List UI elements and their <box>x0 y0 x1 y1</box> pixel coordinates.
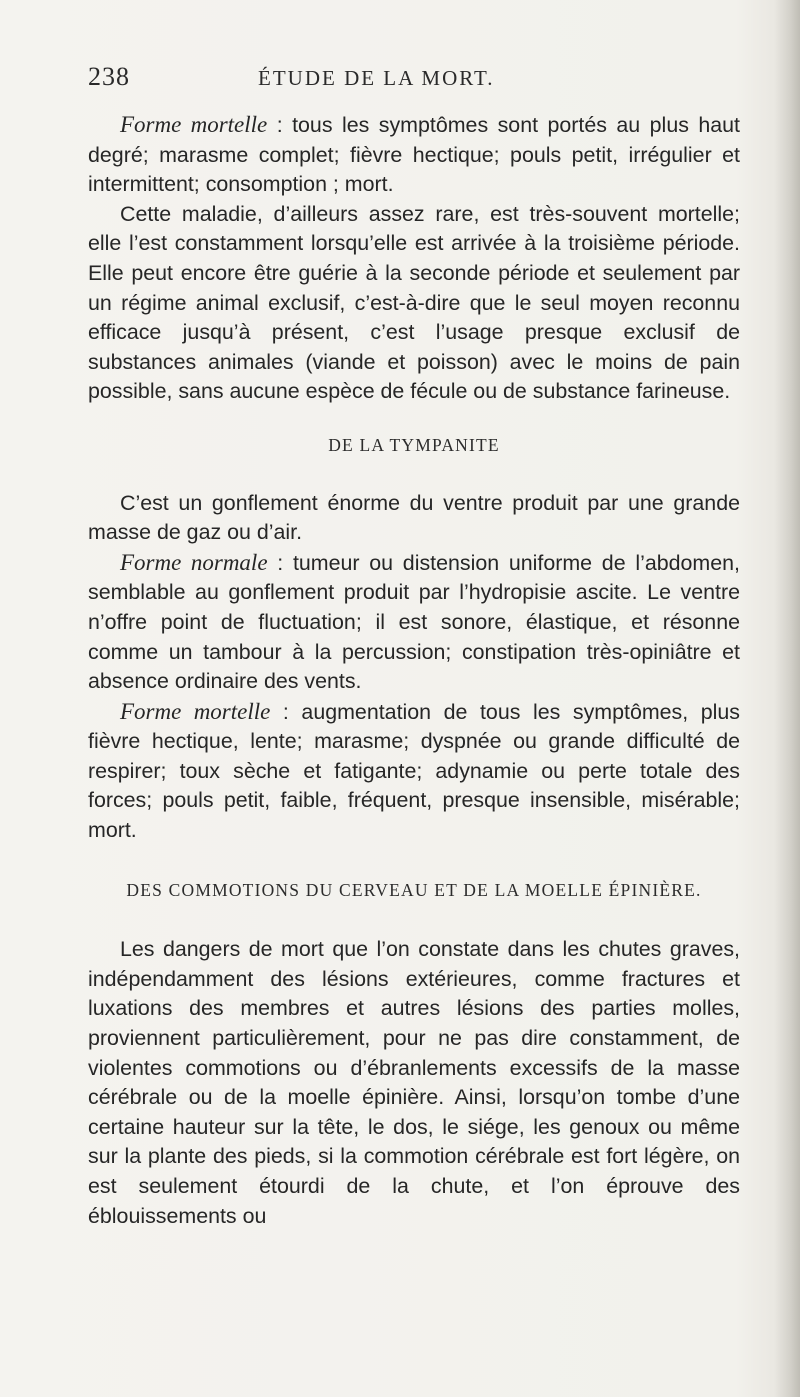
paragraph-text: : tous les symptômes sont portés au plus haut degré; marasme complet; fièvre hectique; pouls petit, irrégulier et intermittent; consomption ; mort. <box>88 113 740 197</box>
paragraph-forme-normale <box>88 548 740 697</box>
paragraph-text: : augmentation de tous les symptômes, plus fièvre hectique, lente; marasme; dyspnée ou grande difficulté de respirer; toux sèche et fatigante; adynamie ou perte totale des forces; pouls petit, faible, fréquent, presque insensible, misérable; mort. <box>88 699 740 843</box>
paragraph-text: Cette maladie, d’ailleurs assez rare, est très-souvent mortelle; elle l’est constamment lorsqu’elle est arrivée à la troisième période. Elle peut encore être guérie à la seconde période et seulement par un régime animal exclusif, c’est-à-dire que le seul moyen reconnu efficace jusqu’à présent, c’est l’usage presque exclusif de substances animales (viande et poisson) avec le moins de pain possible, sans aucune espèce de fécule ou de substance farineuse. <box>88 201 740 404</box>
section-title-tympanite: DE LA TYMPANITE <box>328 434 500 455</box>
paragraph-forme-mortelle-1 <box>88 110 740 200</box>
italic-label: Forme mortelle <box>120 112 268 137</box>
paragraph-tympanite-intro <box>88 489 740 548</box>
running-head: ÉTUDE DE LA MORT. <box>258 66 495 90</box>
paragraph-cette-maladie <box>88 200 740 407</box>
paragraph-text: Les dangers de mort que l’on constate dans les chutes graves, indépendamment des lésions extérieures, comme fractures et luxations des membres et autres lésions des parties molles, proviennent particulièrement, pour ne pas dire constamment, de violentes commotions ou d’ébranlements excessifs de la masse cérébrale ou de la moelle épinière. Ainsi, lorsqu’on tombe d’une certaine hauteur sur la tête, le dos, le siége, les genoux ou même sur la plante des pieds, si la commotion cérébrale est fort légère, on est seulement étourdi de la chute, et l’on éprouve des éblouissements ou <box>88 937 740 1228</box>
page-header <box>0 62 800 102</box>
section-title-commotions: DES COMMOTIONS DU CERVEAU ET DE LA MOELLE ÉPINIÈRE. <box>126 879 702 900</box>
page-edge-shadow <box>774 0 800 1397</box>
italic-label: Forme mortelle <box>120 698 271 724</box>
paragraph-forme-mortelle-2 <box>88 697 740 846</box>
page-number: 238 <box>88 62 130 91</box>
paragraph-text: : tumeur ou distension uniforme de l’abdomen, semblable au gonflement produit par l’hydropisie ascite. Le ventre n’offre point de fluctuation; il est sonore, élastique, et résonne comme un tambour à la percussion; constipation très-opiniâtre et absence ordinaire des vents. <box>88 550 740 694</box>
italic-label: Forme normale <box>120 549 268 575</box>
page-body <box>88 110 740 1231</box>
paragraph-text: C’est un gonflement énorme du ventre produit par une grande masse de gaz ou d’air. <box>88 490 740 545</box>
paragraph-commotions <box>88 935 740 1231</box>
